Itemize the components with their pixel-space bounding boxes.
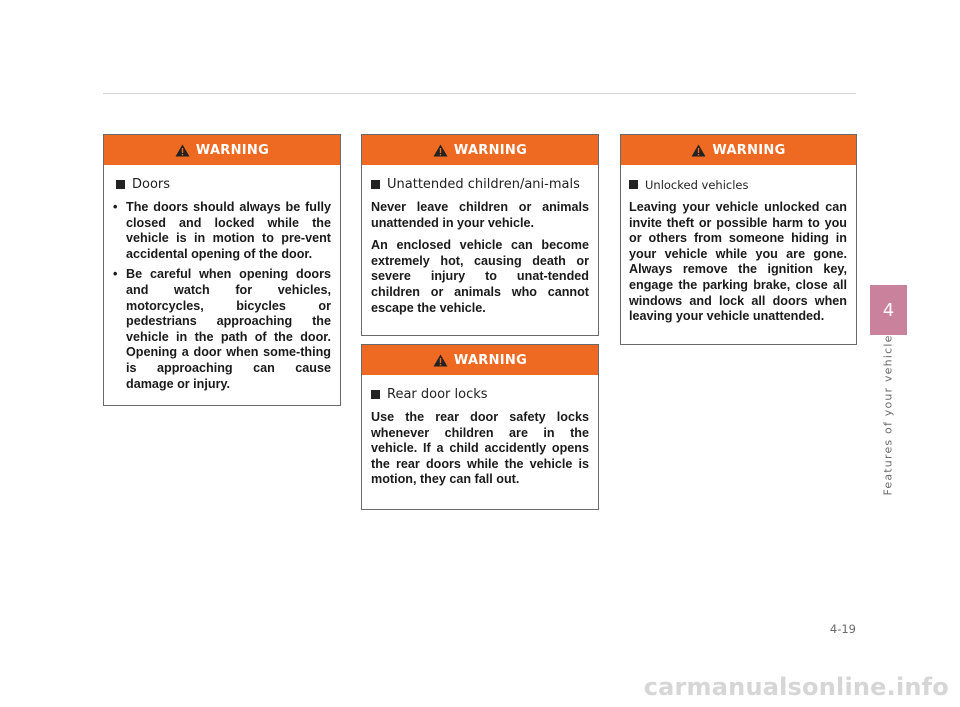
warning-label: WARNING: [712, 142, 786, 158]
list-item: • Be careful when opening doors and watch for vehicles, motorcycles, bicycles or pedestrians approaching the vehicle in the path of the door. Opening a door when some-thing is approaching can cause damage or injury.: [113, 267, 331, 391]
unattended-paragraph-2: An enclosed vehicle can become extremely hot, causing death or severe injury to unat-tended children or animals who cannot escape the vehicle.: [371, 238, 589, 315]
unlocked-paragraph: Leaving your vehicle unlocked can invite theft or possible harm to you or others from someone hiding in your vehicle while you are gone. Always remove the ignition key, engage the parking brake, close all windows and lock all doors when leaving your vehicle unattended.: [629, 200, 847, 324]
bullet-dot-icon: •: [113, 267, 118, 282]
warning-box-doors: [103, 134, 341, 406]
warning-box-unlocked-vehicles: [620, 134, 857, 345]
square-bullet-icon: [629, 180, 638, 189]
page-number: 4-19: [829, 622, 856, 636]
chapter-tab: [870, 285, 907, 335]
warning-triangle-icon: [175, 144, 190, 157]
bullet-dot-icon: •: [113, 200, 118, 214]
warning-label: WARNING: [195, 142, 270, 158]
section-title-unattended: Unattended children/ani-mals: [371, 177, 589, 193]
section-title-unlocked-vehicles: Unlocked vehicles: [629, 177, 847, 193]
square-bullet-icon: [371, 390, 380, 399]
chapter-label: Features of your vehicle: [881, 334, 895, 496]
square-bullet-icon: [371, 180, 380, 189]
warning-label: WARNING: [453, 142, 528, 158]
rear-locks-paragraph: Use the rear door safety locks whenever children are in the vehicle. If a child accidently opens the rear doors while the vehicle is motion, they can fall out.: [371, 410, 589, 487]
warning-header: [621, 135, 856, 165]
warning-header: [362, 345, 598, 375]
list-item: • The doors should always be fully closed and locked while the vehicle is in motion to pre-vent accidental opening of the door.: [113, 200, 331, 261]
warning-box-unattended: [361, 134, 599, 336]
warning-triangle-icon: [433, 144, 448, 157]
warning-box-rear-door-locks: [361, 344, 599, 510]
watermark: carmanualsonline.info: [643, 673, 949, 701]
section-title-rear-door-locks: Rear door locks: [371, 387, 589, 403]
chapter-number: 4: [882, 299, 895, 321]
warning-header: [104, 135, 340, 165]
section-title-doors: Doors: [116, 177, 331, 193]
warning-triangle-icon: [433, 354, 448, 367]
warning-label: WARNING: [453, 352, 528, 368]
square-bullet-icon: [116, 180, 125, 189]
warning-triangle-icon: [691, 144, 706, 157]
warning-header: [362, 135, 598, 165]
unattended-paragraph-1: Never leave children or animals unattended in your vehicle.: [371, 200, 589, 230]
top-rule: [103, 93, 856, 94]
doors-bullet-list: [113, 200, 331, 392]
